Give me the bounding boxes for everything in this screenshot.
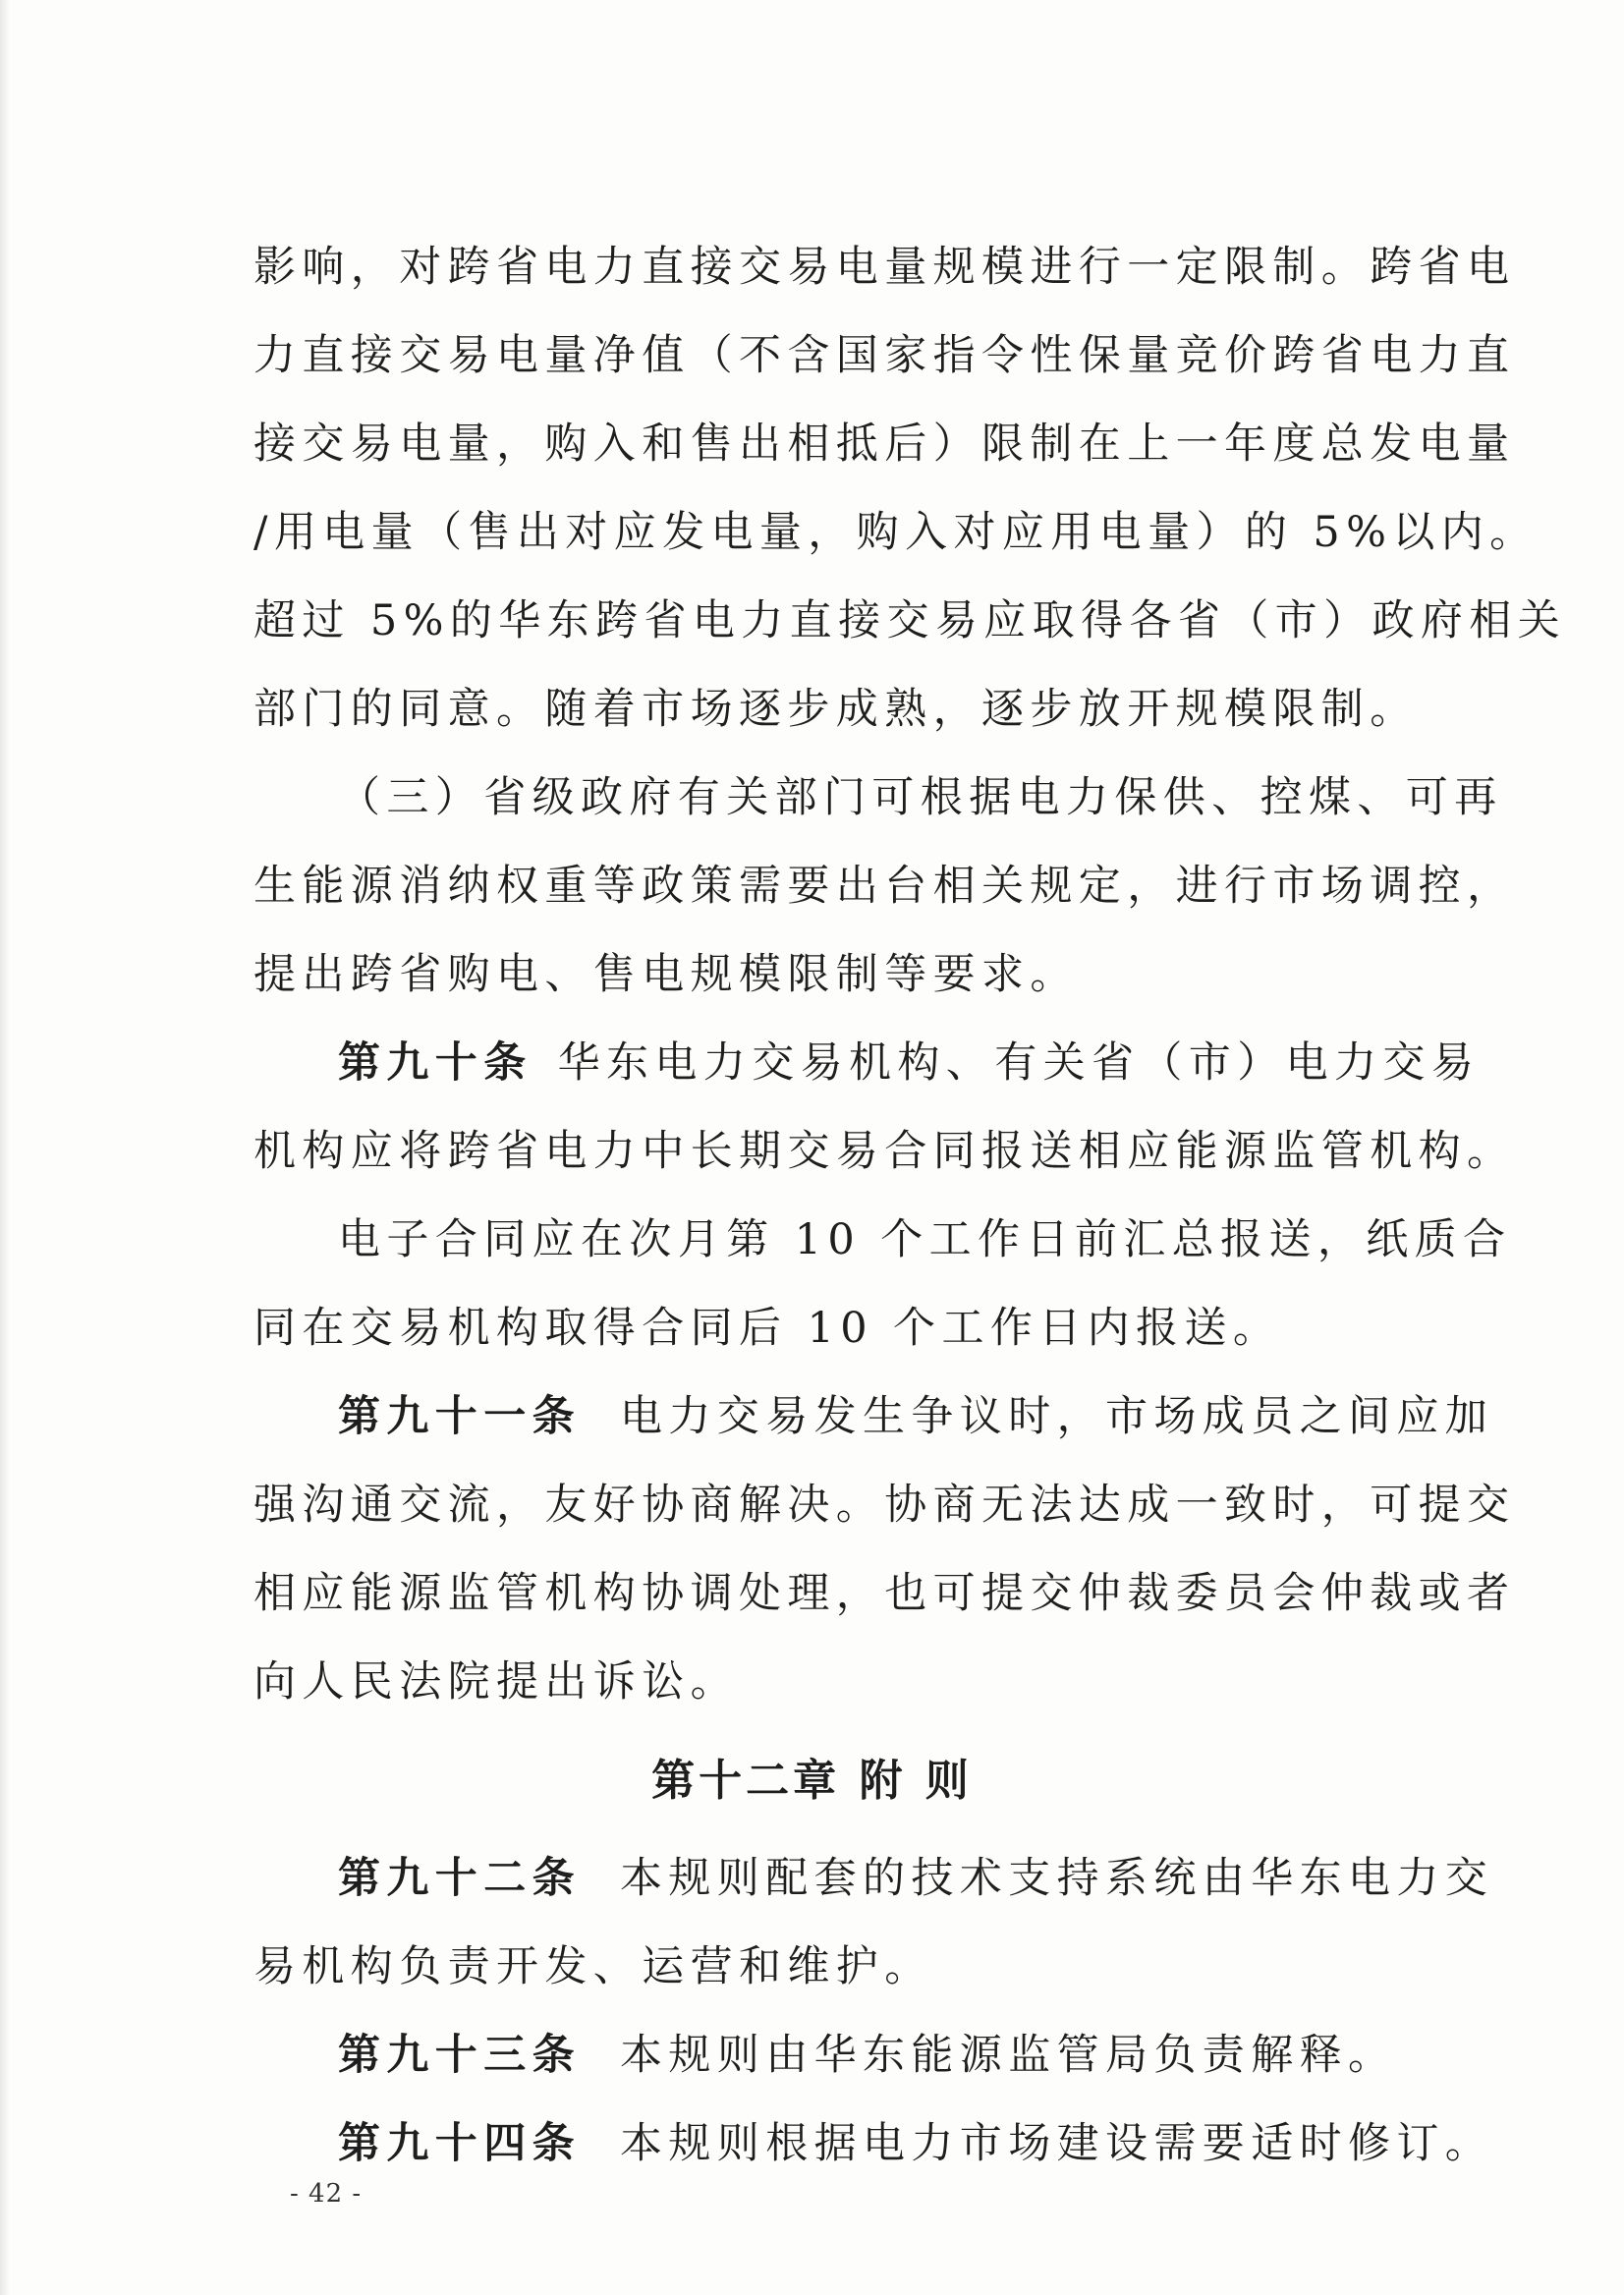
- paragraph-line: 同在交易机构取得合同后 10 个工作日内报送。: [253, 1304, 1282, 1353]
- article-number: 第九十一条: [338, 1392, 581, 1441]
- paragraph-line: 部门的同意。随着市场逐步成熟，逐步放开规模限制。: [253, 685, 1419, 734]
- scan-edge-shadow: [0, 0, 10, 2295]
- paragraph-line: 相应能源监管机构协调处理，也可提交仲裁委员会仲裁或者: [253, 1569, 1516, 1618]
- paragraph-line: 生能源消纳权重等政策需要出台相关规定，进行市场调控，: [253, 862, 1516, 911]
- paragraph-line: 接交易电量，购入和售出相抵后）限制在上一年度总发电量: [253, 420, 1516, 469]
- paragraph-line: 电子合同应在次月第 10 个工作日前汇总报送，纸质合: [338, 1215, 1512, 1264]
- article-line: [338, 1387, 1494, 1446]
- article-line: [338, 1849, 1494, 1908]
- page-number: - 42 -: [290, 2179, 363, 2209]
- paragraph-line: 机构应将跨省电力中长期交易合同报送相应能源监管机构。: [253, 1127, 1516, 1176]
- article-text: 本规则配套的技术支持系统由华东电力交: [620, 1854, 1494, 1903]
- paragraph-line: （三）省级政府有关部门可根据电力保供、控煤、可再: [338, 773, 1503, 822]
- article-number: 第九十条: [338, 1038, 532, 1088]
- article-line: [338, 2114, 1494, 2173]
- paragraph-line: 强沟通交流，友好协商解决。协商无法达成一致时，可提交: [253, 1481, 1516, 1530]
- article-line: [338, 2026, 1399, 2085]
- chapter-heading: 第十二章 附 则: [651, 1756, 973, 1806]
- paragraph-line: /用电量（售出对应发电量，购入对应用电量）的 5%以内。: [253, 508, 1539, 557]
- article-line: [338, 1034, 1481, 1092]
- article-text: 本规则根据电力市场建设需要适时修订。: [620, 2119, 1494, 2168]
- paragraph-line: 提出跨省购电、售电规模限制等要求。: [253, 950, 1079, 999]
- paragraph-line: 影响，对跨省电力直接交易电量规模进行一定限制。跨省电: [253, 243, 1516, 292]
- paragraph-line: 力直接交易电量净值（不含国家指令性保量竞价跨省电力直: [253, 331, 1516, 380]
- paragraph-line: 易机构负责开发、运营和维护。: [253, 1942, 933, 1991]
- article-number: 第九十二条: [338, 1854, 581, 1903]
- article-text: 华东电力交易机构、有关省（市）电力交易: [557, 1038, 1481, 1088]
- article-number: 第九十三条: [338, 2031, 581, 2080]
- article-text: 本规则由华东能源监管局负责解释。: [620, 2031, 1397, 2080]
- paragraph-line: 超过 5%的华东跨省电力直接交易应取得各省（市）政府相关: [253, 596, 1567, 645]
- article-number: 第九十四条: [338, 2119, 581, 2168]
- article-text: 电力交易发生争议时，市场成员之间应加: [620, 1392, 1494, 1441]
- paragraph-line: 向人民法院提出诉讼。: [253, 1657, 739, 1707]
